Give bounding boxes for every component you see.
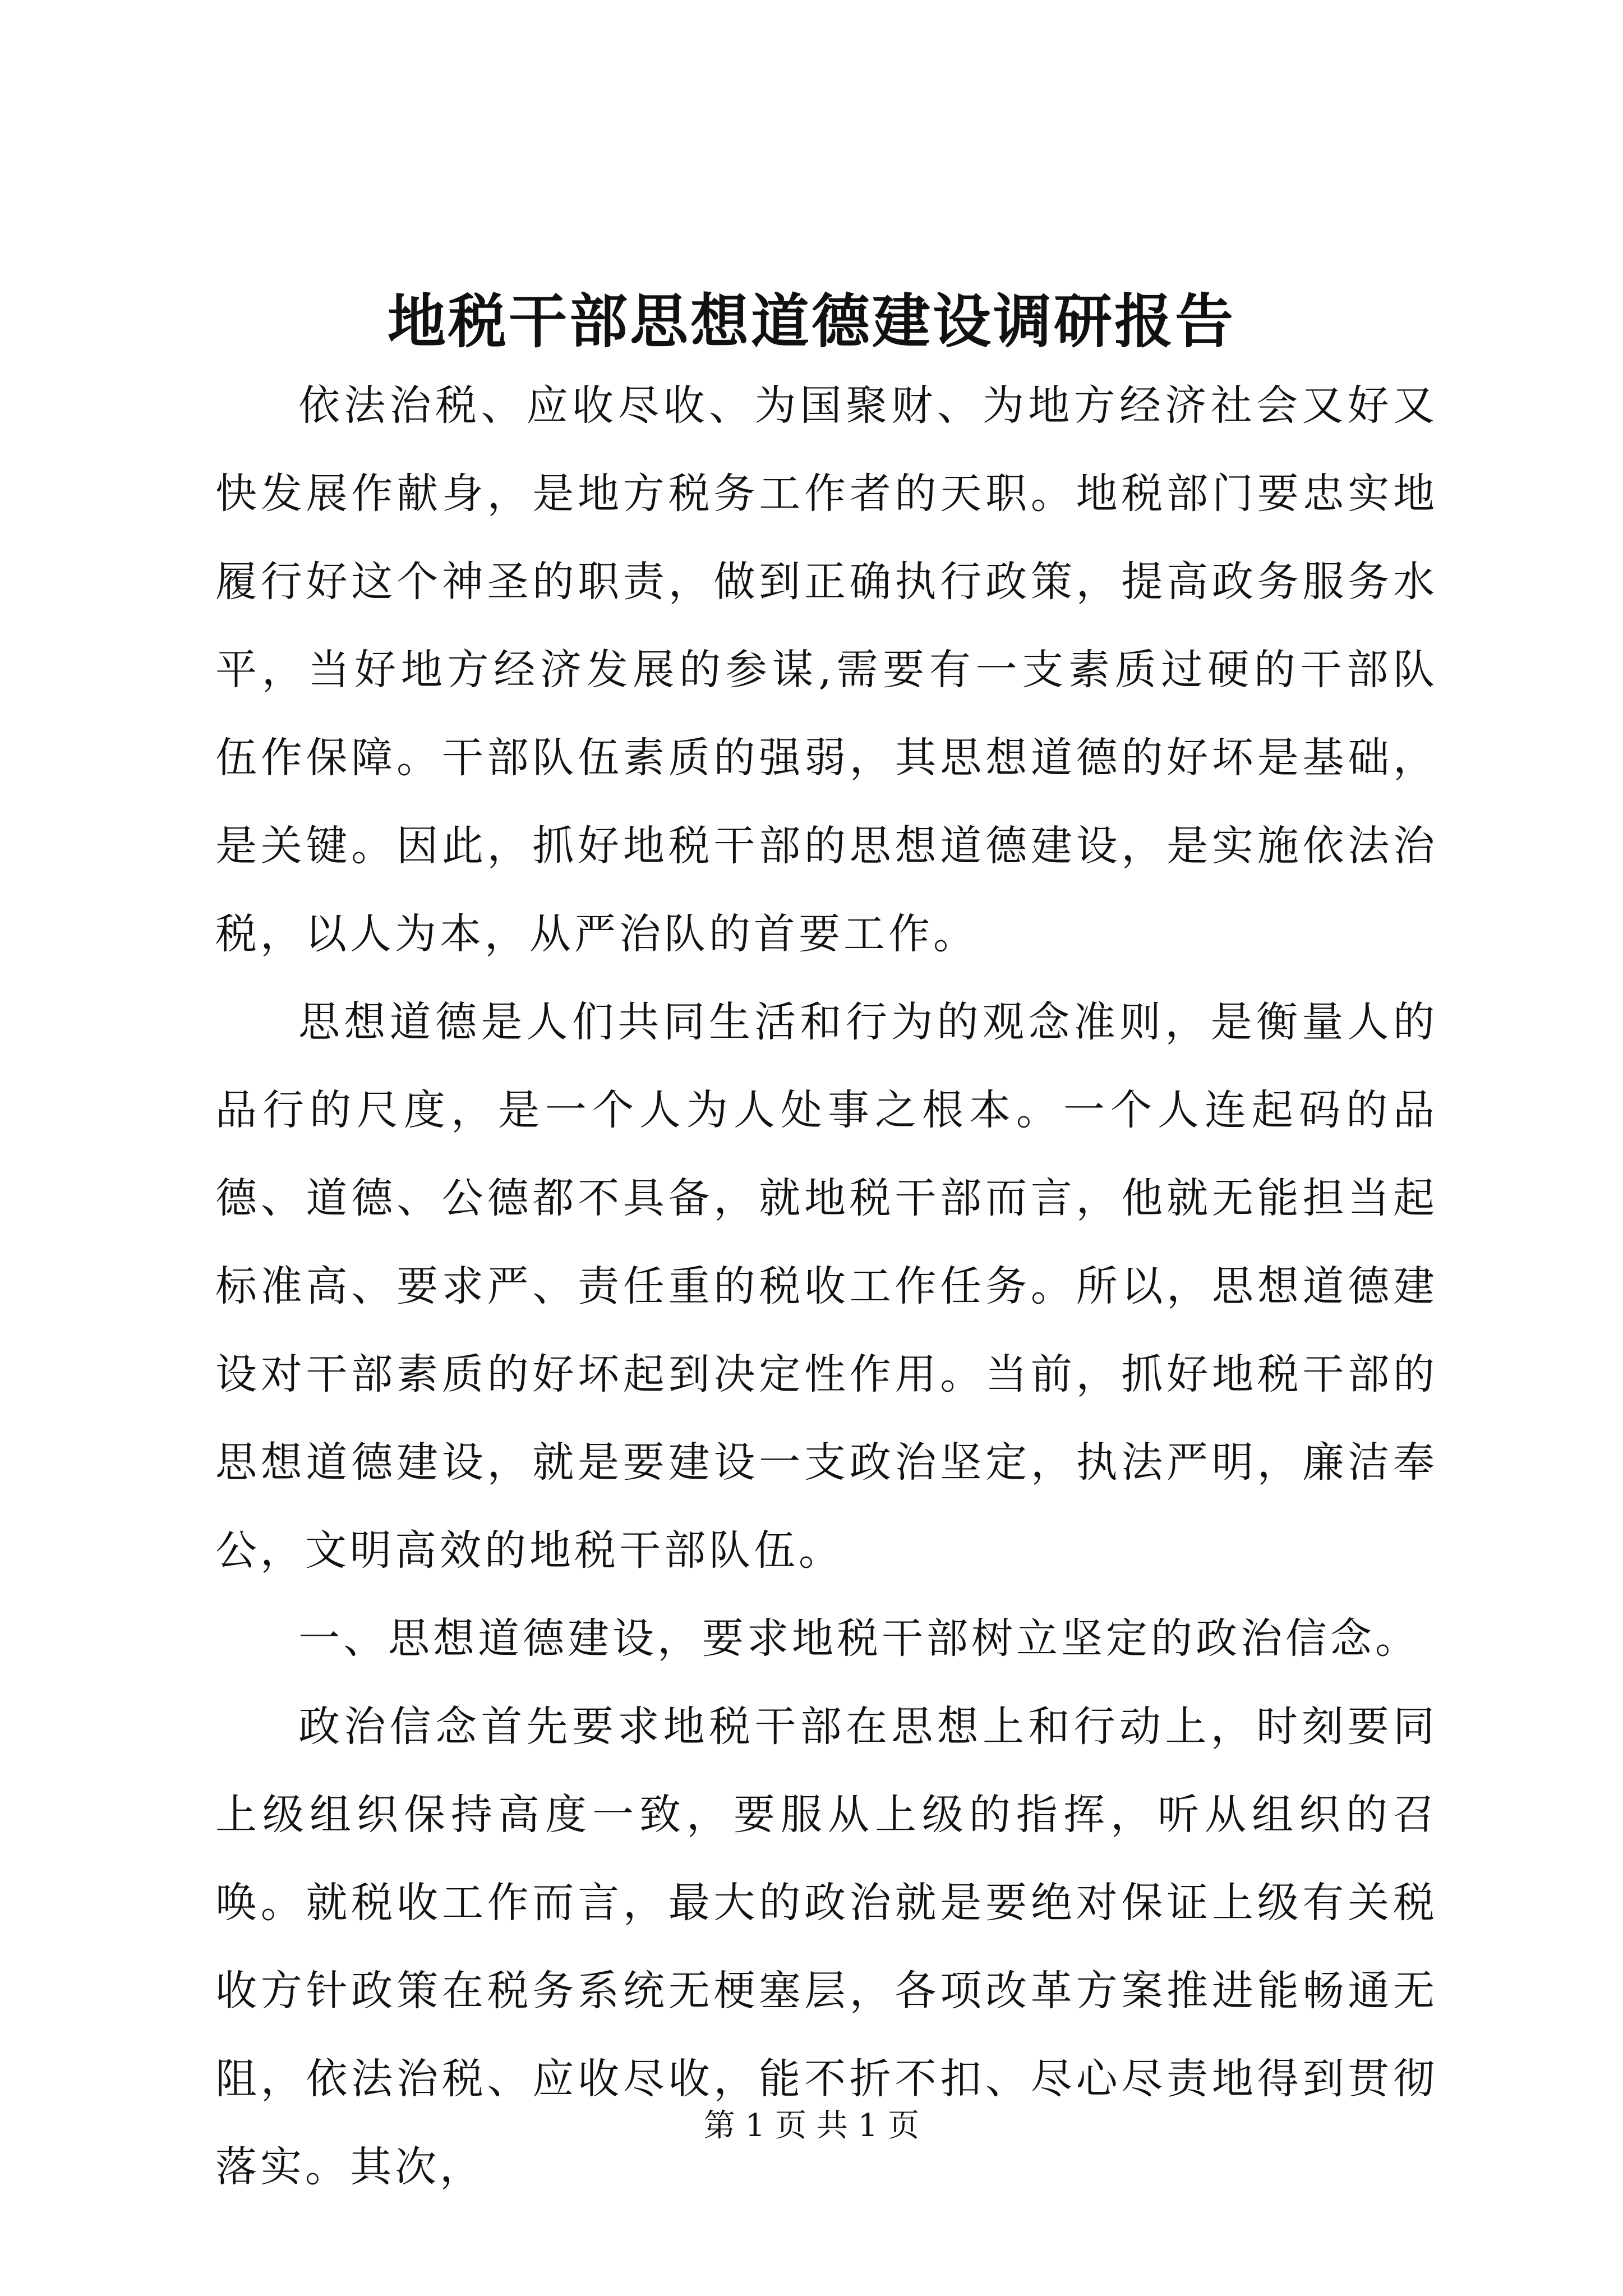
document-title: 地税干部思想道德建设调研报告 <box>387 287 1235 356</box>
page-number-footer: 第 1 页 共 1 页 <box>703 2108 920 2144</box>
section-heading-1: 一、思想道德建设，要求地税干部树立坚定的政治信念。 <box>298 1614 1420 1663</box>
paragraph-1: 依法治税、应收尽收、为国聚财、为地方经济社会又好又快发展作献身，是地方税务工作者的天职。地税部门要忠实地履行好这个神圣的职责，做到正确执行政策，提高政务服务水平，当好地方经济发展的参谋,需要有一支素质过硬的干部队伍作保障。干部队伍素质的强弱，其思想道德的好坏是基础，是关键。因此，抓好地税干部的思想道德建设，是实施依法治税，以人为本，从严治队的首要工作。 <box>215 381 1438 958</box>
paragraph-3: 政治信念首先要求地税干部在思想上和行动上，时刻要同上级组织保持高度一致，要服从上级的指挥，听从组织的召唤。就税收工作而言，最大的政治就是要绝对保证上级有关税收方针政策在税务系统无梗塞层，各项改革方案推进能畅通无阻，依法治税、应收尽收，能不折不扣、尽心尽责地得到贯彻落实。其次， <box>215 1703 1438 2191</box>
paragraph-2: 思想道德是人们共同生活和行为的观念准则，是衡量人的品行的尺度，是一个人为人处事之根本。一个人连起码的品德、道德、公德都不具备，就地税干部而言，他就无能担当起标准高、要求严、责任重的税收工作任务。所以，思想道德建设对干部素质的好坏起到决定性作用。当前，抓好地税干部的思想道德建设，就是要建设一支政治坚定，执法严明，廉洁奉公，文明高效的地税干部队伍。 <box>215 998 1438 1575</box>
document-body <box>215 362 1438 2211</box>
